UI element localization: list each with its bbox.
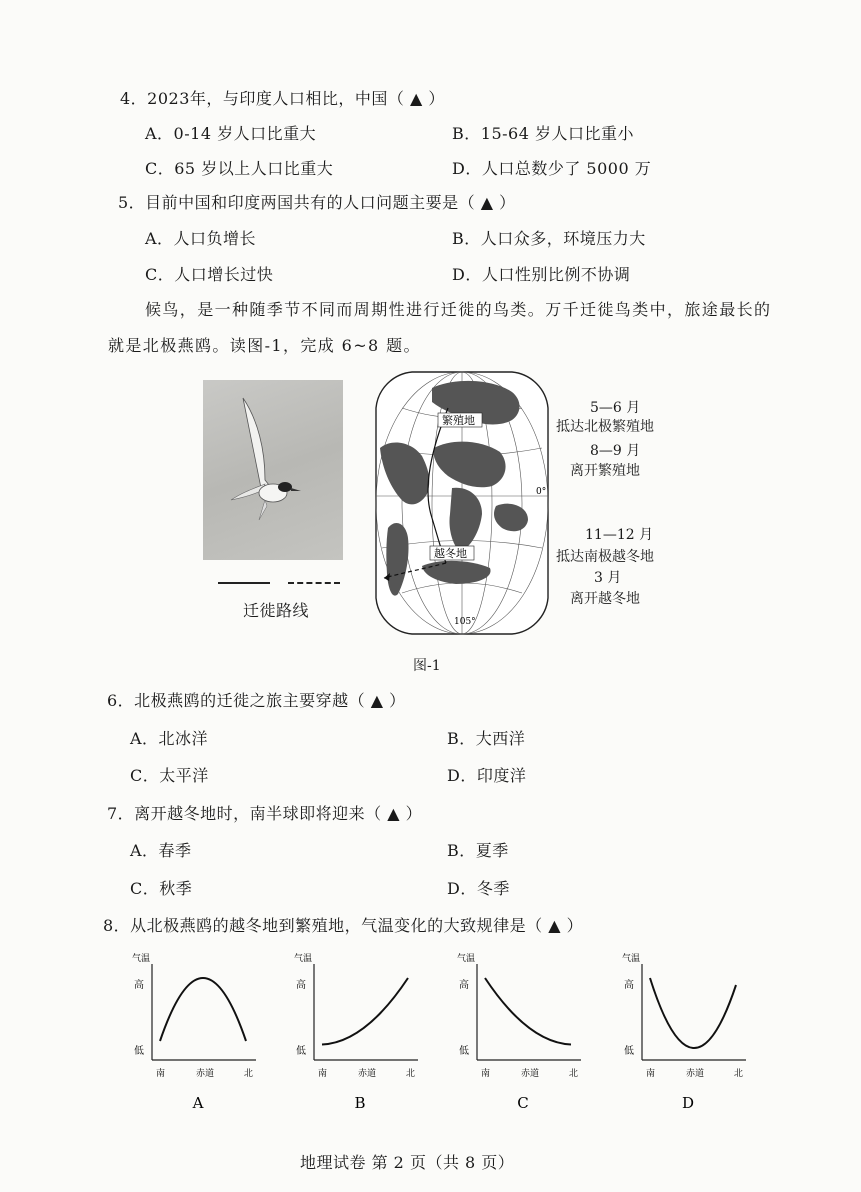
q5-option-b[interactable]: B．人口众多，环境压力大 <box>452 229 646 248</box>
chart-c-ylabel: 气温 <box>457 954 476 964</box>
chart-a-title: A <box>192 1094 204 1112</box>
chart-d-ylabel: 气温 <box>622 954 641 964</box>
chart-a-xtick-2: 北 <box>244 1069 254 1079</box>
chart-d-ytick-low: 低 <box>624 1046 634 1057</box>
chart-d-ytick-high: 高 <box>624 980 634 991</box>
page-footer: 地理试卷 第 2 页（共 8 页） <box>300 1153 515 1172</box>
q7-option-c[interactable]: C．秋季 <box>130 879 193 898</box>
q7-option-d[interactable]: D．冬季 <box>447 879 510 898</box>
chart-b-ylabel: 气温 <box>294 954 313 964</box>
note-leave-wintering-time: 3 月 <box>594 570 622 586</box>
chart-c-temperature-curve <box>485 978 571 1045</box>
q5-option-d[interactable]: D．人口性别比例不协调 <box>452 265 631 284</box>
chart-c-title: C <box>517 1094 529 1112</box>
chart-b-xtick-2: 北 <box>406 1069 416 1079</box>
chart-c-ytick-low: 低 <box>459 1046 469 1057</box>
chart-a-ytick-high: 高 <box>134 980 144 991</box>
passage-line-2: 就是北极燕鸥。读图-1，完成 6~8 题。 <box>108 336 421 355</box>
chart-c-xtick-0: 南 <box>481 1069 491 1079</box>
q7-stem: 7．离开越冬地时，南半球即将迎来（ ▲ ） <box>107 804 423 823</box>
q4-stem: 4．2023年，与印度人口相比，中国（ ▲ ） <box>120 89 445 108</box>
chart-b-xtick-1: 赤道 <box>358 1069 377 1079</box>
chart-d-xtick-1: 赤道 <box>686 1069 705 1079</box>
q5-option-c[interactable]: C．人口增长过快 <box>145 265 274 284</box>
q5-stem: 5．目前中国和印度两国共有的人口问题主要是（ ▲ ） <box>118 193 516 212</box>
note-leave-wintering: 离开越冬地 <box>570 591 640 607</box>
chart-d-temperature-curve <box>650 978 736 1048</box>
q8-stem: 8．从北极燕鸥的越冬地到繁殖地，气温变化的大致规律是（ ▲ ） <box>103 916 584 935</box>
q6-option-d[interactable]: D．印度洋 <box>447 766 527 785</box>
chart-b-xtick-0: 南 <box>318 1069 328 1079</box>
meridian-label: 105° <box>454 617 476 627</box>
q7-option-a[interactable]: A．春季 <box>130 841 192 860</box>
q6-option-c[interactable]: C．太平洋 <box>130 766 209 785</box>
q6-option-a[interactable]: A．北冰洋 <box>130 729 209 748</box>
chart-d-xtick-0: 南 <box>646 1069 656 1079</box>
chart-b-ytick-high: 高 <box>296 980 306 991</box>
chart-d-title: D <box>681 1094 695 1112</box>
chart-b-temperature-curve <box>322 978 408 1045</box>
equator-label: 0° <box>536 487 547 497</box>
chart-b-title: B <box>354 1094 366 1112</box>
figure-caption: 图-1 <box>413 658 441 674</box>
chart-a-temperature-curve <box>160 978 246 1041</box>
passage-line-1: 候鸟，是一种随季节不同而周期性进行迁徙的鸟类。万千迁徙鸟类中，旅途最长的 <box>145 300 772 319</box>
chart-c-ytick-high: 高 <box>459 980 469 991</box>
legend-solid-line <box>218 582 270 584</box>
note-leave-breeding-time: 8—9 月 <box>590 443 641 459</box>
chart-a-ytick-low: 低 <box>134 1046 144 1057</box>
note-arrive-wintering-time: 11—12 月 <box>585 527 654 543</box>
note-arrive-wintering: 抵达南极越冬地 <box>556 549 654 565</box>
legend-dashed-line <box>288 582 340 584</box>
chart-c-xtick-1: 赤道 <box>521 1069 540 1079</box>
chart-b-ytick-low: 低 <box>296 1046 306 1057</box>
q6-stem: 6．北极燕鸥的迁徙之旅主要穿越（ ▲ ） <box>107 691 406 710</box>
q4-option-a[interactable]: A．0-14 岁人口比重大 <box>145 124 317 143</box>
chart-d-xtick-2: 北 <box>734 1069 744 1079</box>
legend-label: 迁徙路线 <box>243 601 310 620</box>
arctic-tern-image <box>203 380 343 560</box>
chart-a-xtick-1: 赤道 <box>196 1069 215 1079</box>
q7-option-b[interactable]: B．夏季 <box>447 841 509 860</box>
q6-option-b[interactable]: B．大西洋 <box>447 729 526 748</box>
chart-a-xtick-0: 南 <box>156 1069 166 1079</box>
chart-c-xtick-2: 北 <box>569 1069 579 1079</box>
q4-option-b[interactable]: B．15-64 岁人口比重小 <box>452 124 634 143</box>
wintering-label: 越冬地 <box>434 547 467 560</box>
q5-option-a[interactable]: A．人口负增长 <box>145 229 257 248</box>
note-arrive-breeding-time: 5—6 月 <box>590 400 641 416</box>
temperature-charts <box>128 948 778 1128</box>
chart-a-ylabel: 气温 <box>132 954 151 964</box>
migration-map <box>372 368 552 638</box>
note-leave-breeding: 离开繁殖地 <box>570 463 640 479</box>
breeding-label: 繁殖地 <box>442 414 475 427</box>
q4-option-d[interactable]: D．人口总数少了 5000 万 <box>452 159 652 178</box>
q4-option-c[interactable]: C．65 岁以上人口比重大 <box>145 159 334 178</box>
arctic-tern-photo <box>203 380 343 560</box>
note-arrive-breeding: 抵达北极繁殖地 <box>556 419 654 435</box>
